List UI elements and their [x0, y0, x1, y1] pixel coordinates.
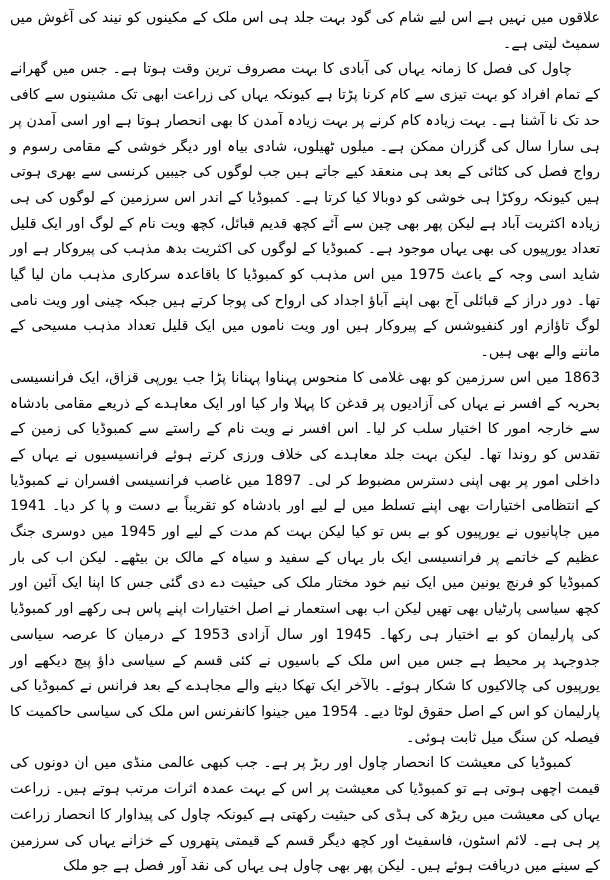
- paragraph-1: علاقوں میں نہیں ہے اس لیے شام کی گود بہت جلد ہی اس ملک کے مکینوں کو نیند کی آغوش میں سمیٹ لیتی ہے۔: [10, 10, 600, 52]
- paragraph-2: چاول کی فصل کا زمانہ یہاں کی آبادی کا بہت مصروف ترین وقت ہوتا ہے۔ جس میں گھرانے کے تمام افراد کو بہت تیزی سے کام کرنا پڑتا ہے کیونکہ یہاں کی زراعت ابھی تک مشینوں سے کافی حد تک نا آشنا ہے۔ بہت زیادہ کام کرنے پر بہت زیادہ آمدن کا بھی انحصار ہوتا ہے اور اسی آمدن پر ہی سارا سال کی گزران ممکن ہے۔ میلوں ٹھیلوں، شادی بیاہ اور دیگر خوشی کے مقامی رسوم و رواج فصل کی کٹائی کے بعد ہی منعقد کیے جاتے ہیں جب لوگوں کی جیبیں کرنسی سے بھری ہوتی ہیں کیونکہ روکڑا ہی خوشی کو دوبالا کیا کرتا ہے۔ کمبوڈیا کے اندر اس سرزمین کے لوگوں کی ہی زیادہ اکثریت آباد ہے لیکن پھر بھی چین سے آئے کچھ قدیم قبائل، کچھ ویت نام کے لوگ اور ایک قلیل تعداد یورپیوں کی بھی یہاں موجود ہے۔ کمبوڈیا کے لوگوں کی اکثریت بدھ مذہب کی پیروکار ہے اور شاید اسی وجہ کے باعث 1975 میں اس مذہب کو کمبوڈیا کا باقاعدہ سرکاری مذہب مان لیا گیا تھا۔ دور دراز کے قبائلی آج بھی اپنے آباؤ اجداد کی ارواح کی پوجا کرتے ہیں جبکہ چینی اور ویت نامی لوگ تاؤازم اور کنفیوشس کے پیروکار ہیں اور ویت ناموں میں ایک قلیل تعداد مذہب مسیحی کے ماننے والے بھی ہیں۔: [10, 61, 601, 361]
- paragraph-3: 1863 میں اس سرزمین کو بھی غلامی کا منحوس پہناوا پہنانا پڑا جب یورپی قزاق، ایک فرانسیسی بحریہ کے افسر نے یہاں کی آزادیوں پر قدغن کا پہلا وار کیا اور ایک معاہدے کے ذریعے مقامی بادشاہ سے خارجہ امور کا اختیار سلب کر لیا۔ اس افسر نے ویت نام کے راستے سے کمبوڈیا کی زمین کے تقدس کو روندا تھا۔ لیکن بہت جلد معاہدے کی خلاف ورزی کرتے ہوئے فرانسیسیوں نے یہاں کے داخلی امور پر بھی اپنی دسترس مضبوط کر لی۔ 1897 میں غاصب فرانسیسی افسران نے کمبوڈیا کے انتظامی اختیارات بھی اپنے تسلط میں لے لیے اور بادشاہ کو تقریباً بے دست و پا کر دیا۔ 1941 میں جاپانیوں نے یورپیوں کو بے بس تو کیا لیکن بہت کم مدت کے لیے اور 1945 میں دوسری جنگ عظیم کے خاتمے پر فرانسیسی ایک بار یہاں کے سفید و سیاہ کے مالک بن بیٹھے۔ لیکن اب کی بار کمبوڈیا کو فرنچ یونین میں ایک نیم خود مختار ملک کی حیثیت دے دی گئی جس کا اپنا ایک آئین اور کچھ سیاسی پارٹیاں بھی تھیں لیکن اب بھی استعمار نے اصل اختیارات اپنے پاس ہی رکھے اور کمبوڈیا کی پارلیمان کو بے اختیار ہی رکھا۔ 1945 اور سال آزادی 1953 کے درمیان کا عرصہ سیاسی جدوجہد پر محیط ہے جس میں اس ملک کے باسیوں نے کئی قسم کے سیاسی داؤ پیچ دیکھے اور یورپیوں کی چالاکیوں کا شکار ہوئے۔ بالآخر ایک تھکا دینے والے مجاہدے کے بعد فرانس نے کمبوڈیا کی پارلیمان کو اس کے اصل حقوق لوٹا دیے۔ 1954 میں جینوا کانفرنس اس ملک کی سیاسی حاکمیت کا فیصلہ کن سنگ میل ثابت ہوئی۔: [10, 369, 600, 746]
- paragraph-4: کمبوڈیا کی معیشت کا انحصار چاول اور ربڑ پر ہے۔ جب کبھی عالمی منڈی میں ان دونوں کی قیمت اچھی ہوتی ہے تو کمبوڈیا کی معیشت پر اس کے بہت عمدہ اثرات مرتب ہوتے ہیں۔ زراعت یہاں کی معیشت میں ریڑھ کی ہڈی کی حیثیت رکھتی ہے کیونکہ چاول کی پیداوار کا انحصار زراعت پر ہی ہے۔ لائم اسٹون، فاسفیٹ اور کچھ دیگر قسم کے قیمتی پتھروں کے خزانے یہاں کی سرزمین کے سینے میں دریافت ہوئے ہیں۔ لیکن پھر بھی چاول ہی یہاں کی نقد آور فصل ہے جو ملک: [10, 755, 600, 875]
